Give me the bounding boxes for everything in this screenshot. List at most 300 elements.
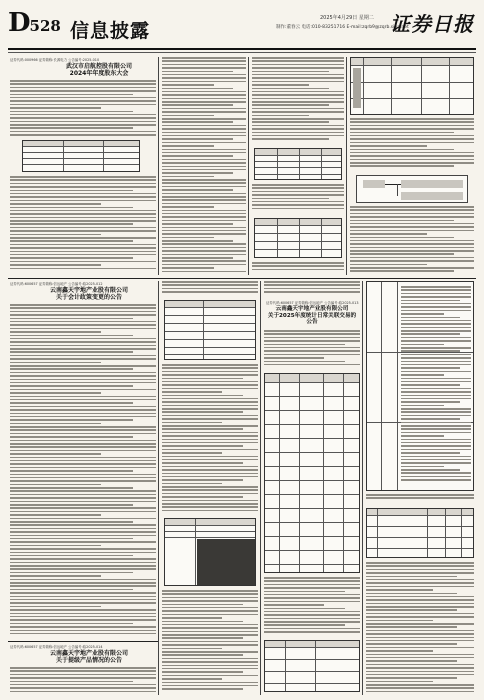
text-line — [252, 184, 344, 186]
text-line — [162, 243, 246, 245]
text-line — [10, 111, 133, 113]
text-line — [350, 250, 474, 252]
notice-3-table-2 — [264, 640, 360, 692]
text-line — [10, 237, 156, 239]
text-line — [264, 288, 360, 290]
text-line — [401, 378, 471, 380]
text-line — [401, 452, 460, 454]
text-line — [252, 128, 344, 130]
notice-3-title-line3: 公告 — [306, 319, 318, 325]
text-line — [252, 204, 344, 206]
text-line — [162, 213, 246, 215]
text-line — [10, 579, 156, 581]
text-line — [366, 643, 457, 645]
text-line — [162, 668, 258, 670]
text-line — [162, 445, 243, 447]
text-line — [162, 671, 243, 673]
text-line — [162, 267, 214, 269]
text-line — [366, 640, 474, 642]
text-line — [264, 337, 360, 339]
masthead-rule — [8, 48, 476, 50]
text-line — [10, 480, 156, 482]
text-line — [162, 260, 246, 262]
text-line — [162, 371, 258, 373]
text-line — [10, 80, 156, 82]
text-line — [10, 585, 156, 587]
text-line — [10, 474, 156, 476]
text-line — [366, 660, 457, 662]
text-line — [162, 149, 246, 151]
text-line — [10, 633, 156, 635]
text-line — [162, 169, 246, 171]
text-line — [10, 552, 156, 554]
text-line — [162, 288, 258, 290]
text-line — [162, 604, 243, 606]
notice-2-stock-line: 证券代码:600657 证券简称:信达地产 公告编号:临2025-012 — [10, 282, 103, 286]
text-line — [10, 186, 156, 188]
text-line — [401, 320, 471, 322]
notice-1-table — [22, 140, 140, 172]
text-line — [162, 118, 246, 120]
text-line — [366, 586, 474, 588]
notice-3-body-a — [264, 330, 360, 370]
text-line — [162, 104, 233, 106]
text-line — [10, 433, 156, 435]
text-line — [10, 268, 156, 270]
text-line — [252, 104, 329, 106]
text-line — [10, 677, 156, 679]
text-line — [10, 97, 156, 99]
text-line — [162, 108, 246, 110]
text-line — [252, 198, 329, 200]
text-line — [162, 435, 258, 437]
text-line — [252, 84, 309, 86]
text-line — [162, 132, 246, 134]
text-line — [162, 500, 258, 502]
text-line — [162, 597, 258, 599]
text-line — [252, 74, 344, 76]
text-line — [10, 674, 156, 676]
text-line — [350, 162, 474, 164]
notice-4-title — [30, 650, 148, 664]
text-line — [162, 452, 222, 454]
text-line — [252, 101, 344, 103]
text-line — [10, 321, 156, 323]
notice-1-title-line1: 武汉市启航控股有限公司 — [65, 63, 132, 70]
text-line — [350, 142, 474, 144]
text-line — [401, 357, 471, 359]
text-line — [366, 654, 474, 656]
text-line — [264, 584, 360, 586]
text-line — [162, 159, 246, 161]
text-line — [264, 628, 360, 630]
text-line — [162, 179, 246, 181]
page-number: 528 — [29, 17, 61, 35]
text-line — [162, 489, 258, 491]
text-line — [10, 511, 156, 513]
text-line — [10, 681, 133, 683]
text-line — [252, 132, 344, 134]
text-line — [10, 348, 156, 350]
text-line — [401, 415, 471, 417]
section-title: 信息披露 — [70, 20, 151, 42]
text-line — [401, 303, 471, 305]
text-line — [350, 209, 474, 211]
text-line — [10, 596, 156, 598]
text-line — [264, 291, 360, 293]
col2-lower-table-2 — [164, 518, 256, 586]
text-line — [366, 579, 474, 581]
text-line — [162, 381, 258, 383]
text-line — [10, 555, 133, 557]
text-line — [162, 651, 258, 653]
text-line — [366, 562, 474, 564]
text-line — [162, 658, 258, 660]
text-line — [10, 311, 156, 313]
col2-lower-tail — [162, 590, 258, 695]
text-line — [10, 623, 133, 625]
text-line — [162, 94, 246, 96]
text-line — [401, 361, 471, 363]
text-line — [162, 462, 243, 464]
text-line — [10, 264, 101, 266]
text-line — [401, 384, 460, 386]
text-line — [401, 428, 471, 430]
text-line — [162, 610, 258, 612]
text-line — [350, 264, 427, 266]
text-line — [264, 284, 360, 286]
text-line — [10, 443, 156, 445]
text-line — [366, 596, 474, 598]
text-line — [350, 220, 454, 222]
text-line — [252, 265, 344, 267]
text-line — [350, 253, 454, 255]
text-line — [10, 304, 156, 306]
text-line — [162, 250, 246, 252]
text-line — [401, 367, 460, 369]
text-line — [162, 675, 258, 677]
text-line — [366, 657, 474, 659]
text-line — [350, 138, 474, 140]
text-line — [401, 333, 460, 335]
text-line — [162, 176, 214, 178]
text-line — [162, 203, 246, 205]
text-line — [401, 381, 471, 383]
col2-lower-table-1 — [164, 300, 256, 360]
text-line — [10, 331, 101, 333]
text-line — [162, 644, 258, 646]
text-line — [10, 413, 156, 415]
text-line — [264, 340, 360, 342]
text-line — [162, 614, 258, 616]
text-line — [10, 613, 156, 615]
text-line — [10, 426, 156, 428]
text-line — [162, 247, 246, 249]
text-line — [366, 623, 474, 625]
text-line — [162, 665, 258, 667]
text-line — [10, 423, 101, 425]
text-line — [350, 165, 454, 167]
text-line — [162, 506, 258, 508]
text-line — [366, 674, 474, 676]
text-line — [10, 244, 156, 246]
text-line — [350, 223, 474, 225]
text-line — [366, 593, 457, 595]
text-line — [10, 504, 133, 506]
text-line — [10, 324, 156, 326]
text-line — [10, 450, 156, 452]
text-line — [264, 611, 360, 613]
text-line — [10, 528, 156, 530]
text-line — [10, 392, 101, 394]
text-line — [252, 269, 344, 271]
text-line — [10, 104, 156, 106]
text-line — [366, 589, 433, 591]
text-line — [162, 206, 214, 208]
text-line — [350, 233, 427, 235]
text-line — [252, 125, 344, 127]
text-line — [252, 262, 344, 264]
text-line — [401, 310, 471, 312]
text-line — [162, 459, 258, 461]
text-line — [162, 74, 246, 76]
text-line — [162, 284, 258, 286]
text-line — [162, 166, 246, 168]
text-line — [264, 354, 360, 356]
text-line — [10, 670, 156, 672]
text-line — [162, 64, 246, 66]
text-line — [350, 155, 474, 157]
text-line — [162, 57, 246, 59]
text-line — [10, 535, 156, 537]
text-line — [366, 626, 457, 628]
text-line — [10, 545, 101, 547]
text-line — [162, 264, 246, 266]
text-line — [401, 350, 460, 352]
text-line — [10, 368, 133, 370]
text-line — [401, 411, 471, 413]
text-line — [10, 575, 101, 577]
text-line — [401, 472, 471, 474]
text-line — [264, 597, 360, 599]
text-line — [10, 609, 156, 611]
text-line — [162, 71, 233, 73]
text-line — [10, 429, 156, 431]
text-line — [162, 405, 258, 407]
text-line — [10, 565, 156, 567]
text-line — [10, 497, 156, 499]
text-line — [401, 374, 444, 376]
text-line — [401, 408, 471, 410]
text-line — [10, 345, 156, 347]
text-line — [10, 207, 133, 209]
text-line — [162, 81, 246, 83]
text-line — [264, 608, 345, 610]
text-line — [162, 142, 246, 144]
text-line — [10, 355, 156, 357]
text-line — [162, 115, 214, 117]
text-line — [10, 507, 156, 509]
text-line — [10, 490, 156, 492]
notice-3-title-line2: 关于2025年度统计日常关联交易的 — [267, 312, 357, 319]
text-line — [162, 395, 243, 397]
text-line — [350, 216, 474, 218]
text-line — [10, 90, 156, 92]
text-line — [252, 138, 329, 140]
text-line — [162, 641, 258, 643]
text-line — [162, 401, 258, 403]
text-line — [10, 399, 156, 401]
text-line — [350, 270, 454, 272]
text-line — [10, 121, 156, 123]
text-line — [366, 650, 433, 652]
text-line — [252, 194, 344, 196]
notice-1-body-b — [10, 176, 156, 274]
col3-lower-intro — [264, 281, 360, 295]
text-line — [10, 389, 156, 391]
text-line — [401, 439, 471, 441]
text-line — [252, 191, 344, 193]
text-line — [10, 568, 156, 570]
newspaper-logo: 证券日报 — [390, 12, 474, 36]
text-line — [10, 372, 156, 374]
col2-lower-body — [162, 364, 258, 514]
text-line — [162, 98, 246, 100]
text-line — [162, 60, 246, 62]
col3-upper-body — [252, 57, 344, 145]
text-line — [264, 601, 360, 603]
text-line — [10, 460, 156, 462]
text-line — [162, 378, 243, 380]
text-line — [162, 88, 233, 90]
text-line — [10, 487, 133, 489]
notice-4-title-line1: 云南鑫天宇地产业股有限公司 — [49, 650, 128, 657]
text-line — [10, 341, 156, 343]
text-line — [10, 514, 101, 516]
text-line — [401, 479, 471, 481]
text-line — [252, 108, 344, 110]
text-line — [366, 606, 474, 608]
text-line — [264, 364, 360, 366]
text-line — [10, 200, 156, 202]
text-line — [10, 87, 156, 89]
text-line — [10, 230, 156, 232]
text-line — [162, 210, 246, 212]
text-line — [10, 477, 156, 479]
text-line — [401, 330, 471, 332]
text-line — [264, 330, 360, 332]
text-line — [252, 81, 344, 83]
text-line — [162, 216, 246, 218]
text-line — [252, 201, 344, 203]
text-line — [10, 183, 156, 185]
right-lower-caption — [366, 494, 474, 504]
text-line — [10, 100, 156, 102]
page-code — [8, 8, 61, 38]
text-line — [401, 323, 471, 325]
text-line — [10, 630, 156, 632]
text-line — [401, 296, 471, 298]
text-line — [350, 257, 474, 259]
right-body-2 — [350, 206, 474, 275]
text-line — [162, 384, 258, 386]
text-line — [350, 247, 474, 249]
text-line — [10, 254, 156, 256]
col3-mid-body — [252, 184, 344, 214]
text-line — [162, 398, 258, 400]
text-line — [162, 479, 243, 481]
text-line — [264, 347, 360, 349]
text-line — [401, 445, 471, 447]
org-diagram — [356, 175, 468, 203]
text-line — [401, 469, 460, 471]
text-line — [401, 344, 444, 346]
text-line — [350, 152, 474, 154]
text-line — [162, 466, 258, 468]
notice-3-body-b — [264, 577, 360, 637]
text-line — [401, 462, 471, 464]
text-line — [401, 391, 471, 393]
text-line — [350, 213, 474, 215]
text-line — [366, 637, 474, 639]
text-line — [10, 365, 156, 367]
text-line — [401, 317, 460, 319]
text-line — [10, 416, 156, 418]
date-line: 2025年4月29日 星期二 — [320, 15, 374, 21]
text-line — [10, 616, 156, 618]
text-line — [162, 418, 258, 420]
text-line — [366, 613, 474, 615]
text-line — [366, 599, 474, 601]
masthead — [8, 6, 476, 50]
text-line — [10, 667, 156, 669]
text-line — [10, 358, 156, 360]
text-line — [252, 57, 344, 59]
text-line — [162, 661, 258, 663]
text-line — [264, 580, 360, 582]
text-line — [10, 406, 156, 408]
text-line — [162, 155, 233, 157]
text-line — [162, 374, 258, 376]
text-line — [264, 624, 345, 626]
text-line — [10, 541, 156, 543]
text-line — [162, 510, 258, 512]
right-lower-body — [366, 562, 474, 695]
text-line — [10, 463, 156, 465]
text-line — [162, 291, 258, 293]
text-line — [10, 196, 156, 198]
text-line — [162, 422, 222, 424]
text-line — [162, 634, 258, 636]
text-line — [10, 619, 156, 621]
right-body-1 — [350, 118, 474, 172]
right-lower-table — [366, 281, 474, 491]
text-line — [10, 127, 133, 129]
text-line — [264, 577, 360, 579]
text-line — [162, 182, 246, 184]
text-line — [252, 111, 344, 113]
text-line — [10, 457, 156, 459]
text-line — [162, 593, 258, 595]
text-line — [366, 647, 474, 649]
text-line — [350, 135, 474, 137]
text-line — [401, 459, 471, 461]
text-line — [162, 121, 233, 123]
text-line — [162, 415, 258, 417]
text-line — [350, 226, 474, 228]
text-line — [264, 618, 360, 620]
text-line — [401, 401, 460, 403]
